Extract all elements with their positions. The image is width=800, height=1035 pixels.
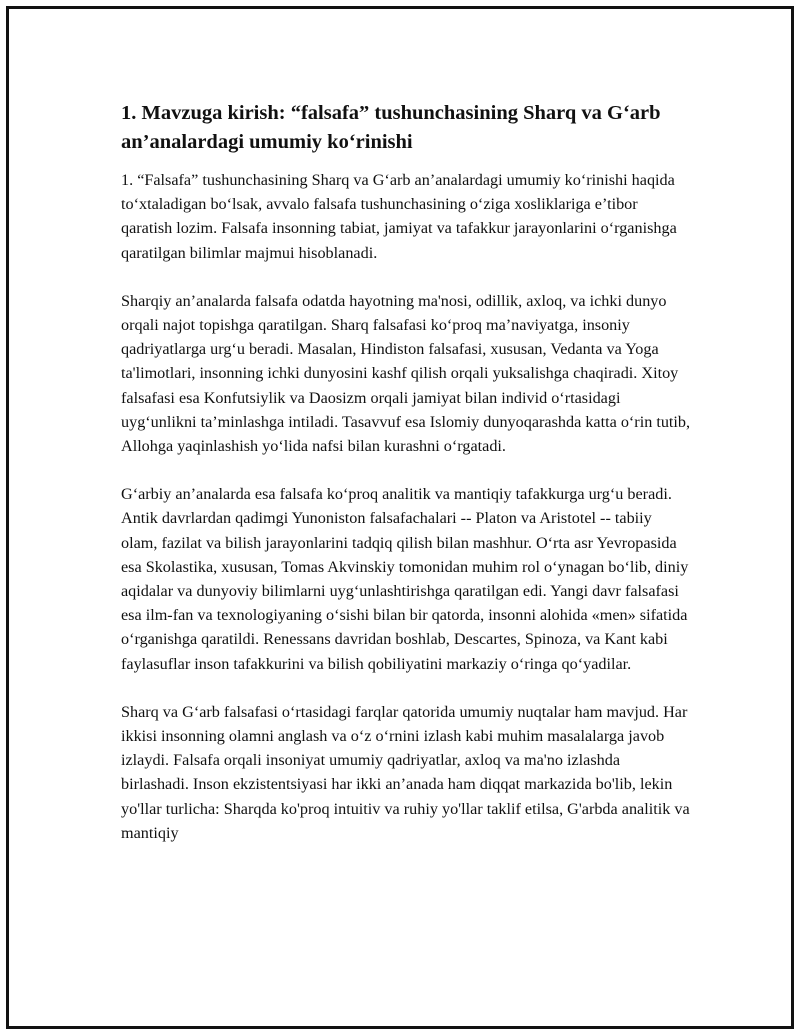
document-page xyxy=(6,6,794,1029)
section-heading: 1. Mavzuga kirish: “falsafa” tushunchasining Sharq va G‘arb an’analardagi umumiy ko‘rinishi xyxy=(121,102,661,153)
document-body xyxy=(121,99,691,869)
paragraph-eastern: Sharqiy an’analarda falsafa odatda hayotning ma'nosi, odillik, axloq, va ichki dunyo orqali najot topishga qaratilgan. Sharq falsafasi ko‘proq ma’naviyatga, insoniy qadriyatlarga urg‘u beradi. Masalan, Hindiston falsafasi, xususan, Vedanta va Yoga ta'limotlari, insonning ichki dunyosini kashf qilish orqali yuksalishga chaqiradi. Xitoy falsafasi esa Konfutsiylik va Daosizm orqali jamiyat bilan individ o‘rtasidagi uyg‘unlikni ta’minlashga intiladi. Tasavvuf esa Islomiy dunyoqarashda katta o‘rin tutib, Allohga yaqinlashish yo‘lida nafsi bilan kurashni o‘rgatadi. xyxy=(121,291,691,456)
paragraph-common: Sharq va G‘arb falsafasi o‘rtasidagi farqlar qatorida umumiy nuqtalar ham mavjud. Har ikkisi insonning olamni anglash va o‘z o‘rnini izlash kabi muhim masalalarga javob izlaydi. Falsafa orqali insoniyat umumiy qadriyatlar, axloq va ma'no izlashda birlashadi. Inson ekzistentsiyasi har ikki an’anada ham diqqat markazida bo'lib, lekin yo'llar turlicha: Sharqda ko'proq intuitiv va ruhiy yo'llar taklif etilsa, G'arbda analitik va mantiqiy xyxy=(121,702,690,842)
paragraph-western: G‘arbiy an’analarda esa falsafa ko‘proq analitik va mantiqiy tafakkurga urg‘u beradi. Antik davrlardan qadimgi Yunoniston falsafachalari -- Platon va Aristotel -- tabiiy olam, fazilat va bilish jarayonlarini tadqiq qilish bilan mashhur. O‘rta asr Yevropasida esa Skolastika, xususan, Tomas Akvinskiy tomonidan muhim rol o‘ynagan bo‘lib, diniy aqidalar va dunyoviy bilimlarni uyg‘unlashtirishga qaratilgan edi. Yangi davr falsafasi esa ilm-fan va texnologiyaning o‘sishi bilan bir qatorda, insonni alohida «men» sifatida o‘rganishga qaratildi. Renessans davridan boshlab, Descartes, Spinoza, va Kant kabi faylasuflar inson tafakkurini va bilish qobiliyatini markaziy o‘ringa qo‘yadilar. xyxy=(121,485,689,673)
paragraph-intro: 1. “Falsafa” tushunchasining Sharq va G‘arb an’analardagi umumiy ko‘rinishi haqida to‘xtaladigan bo‘lsak, avvalo falsafa tushunchasining o‘ziga xosliklariga e’tibor qaratish lozim. Falsafa insonning tabiat, jamiyat va tafakkur jarayonlarini o‘rganishga qaratilgan bilimlar majmui hisoblanadi. xyxy=(121,171,677,262)
